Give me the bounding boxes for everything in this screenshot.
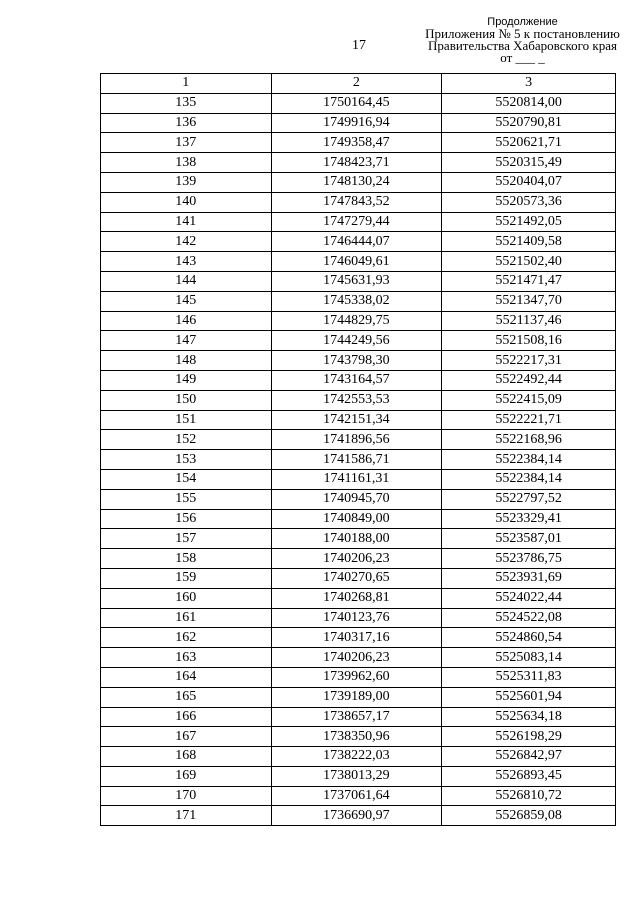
point-number-cell: 151 xyxy=(101,410,272,430)
table-row xyxy=(101,529,616,549)
y-coordinate-cell: 5521137,46 xyxy=(442,311,616,331)
table-row xyxy=(101,153,616,173)
x-coordinate-cell: 1744829,75 xyxy=(271,311,442,331)
point-number-cell: 169 xyxy=(101,766,272,786)
table-row xyxy=(101,549,616,569)
table-row xyxy=(101,311,616,331)
table-header-row xyxy=(101,74,616,94)
point-number-cell: 159 xyxy=(101,568,272,588)
y-coordinate-cell: 5520814,00 xyxy=(442,93,616,113)
table-row xyxy=(101,648,616,668)
y-coordinate-cell: 5520404,07 xyxy=(442,172,616,192)
y-coordinate-cell: 5520790,81 xyxy=(442,113,616,133)
x-coordinate-cell: 1741896,56 xyxy=(271,430,442,450)
table-row xyxy=(101,93,616,113)
x-coordinate-cell: 1747279,44 xyxy=(271,212,442,232)
point-number-cell: 160 xyxy=(101,588,272,608)
point-number-cell: 171 xyxy=(101,806,272,826)
x-coordinate-cell: 1739189,00 xyxy=(271,687,442,707)
point-number-cell: 167 xyxy=(101,727,272,747)
x-coordinate-cell: 1748130,24 xyxy=(271,172,442,192)
x-coordinate-cell: 1744249,56 xyxy=(271,331,442,351)
x-coordinate-cell: 1736690,97 xyxy=(271,806,442,826)
table-row xyxy=(101,252,616,272)
y-coordinate-cell: 5523329,41 xyxy=(442,509,616,529)
table-row xyxy=(101,133,616,153)
table-row xyxy=(101,192,616,212)
coordinates-table xyxy=(100,73,616,826)
table-row xyxy=(101,608,616,628)
y-coordinate-cell: 5524022,44 xyxy=(442,588,616,608)
point-number-cell: 166 xyxy=(101,707,272,727)
column-header-x: 2 xyxy=(271,74,442,94)
table-row xyxy=(101,113,616,133)
y-coordinate-cell: 5524860,54 xyxy=(442,628,616,648)
y-coordinate-cell: 5526859,08 xyxy=(442,806,616,826)
table-row xyxy=(101,766,616,786)
table-row xyxy=(101,806,616,826)
y-coordinate-cell: 5520573,36 xyxy=(442,192,616,212)
point-number-cell: 156 xyxy=(101,509,272,529)
government-line: Правительства Хабаровского края xyxy=(428,38,617,53)
point-number-cell: 158 xyxy=(101,549,272,569)
table-row xyxy=(101,489,616,509)
table-row xyxy=(101,786,616,806)
point-number-cell: 161 xyxy=(101,608,272,628)
y-coordinate-cell: 5522384,14 xyxy=(442,450,616,470)
point-number-cell: 135 xyxy=(101,93,272,113)
point-number-cell: 144 xyxy=(101,271,272,291)
y-coordinate-cell: 5526893,45 xyxy=(442,766,616,786)
point-number-cell: 147 xyxy=(101,331,272,351)
point-number-cell: 170 xyxy=(101,786,272,806)
table-row xyxy=(101,687,616,707)
document-header xyxy=(420,16,625,64)
x-coordinate-cell: 1741161,31 xyxy=(271,469,442,489)
point-number-cell: 164 xyxy=(101,667,272,687)
x-coordinate-cell: 1742151,34 xyxy=(271,410,442,430)
y-coordinate-cell: 5523931,69 xyxy=(442,568,616,588)
page-number: 17 xyxy=(352,38,366,53)
appendix-line: Приложения № 5 к постановлению xyxy=(425,26,620,41)
y-coordinate-cell: 5521409,58 xyxy=(442,232,616,252)
y-coordinate-cell: 5525601,94 xyxy=(442,687,616,707)
x-coordinate-cell: 1741586,71 xyxy=(271,450,442,470)
table-row xyxy=(101,707,616,727)
x-coordinate-cell: 1748423,71 xyxy=(271,153,442,173)
y-coordinate-cell: 5523786,75 xyxy=(442,549,616,569)
x-coordinate-cell: 1740945,70 xyxy=(271,489,442,509)
table-row xyxy=(101,667,616,687)
table-row xyxy=(101,747,616,767)
table-row xyxy=(101,232,616,252)
table-row xyxy=(101,727,616,747)
column-header-y: 3 xyxy=(442,74,616,94)
y-coordinate-cell: 5522168,96 xyxy=(442,430,616,450)
y-coordinate-cell: 5522415,09 xyxy=(442,390,616,410)
table-row xyxy=(101,370,616,390)
point-number-cell: 153 xyxy=(101,450,272,470)
y-coordinate-cell: 5522384,14 xyxy=(442,469,616,489)
y-coordinate-cell: 5523587,01 xyxy=(442,529,616,549)
column-header-point: 1 xyxy=(101,74,272,94)
x-coordinate-cell: 1738222,03 xyxy=(271,747,442,767)
x-coordinate-cell: 1738350,96 xyxy=(271,727,442,747)
table-row xyxy=(101,469,616,489)
x-coordinate-cell: 1743798,30 xyxy=(271,351,442,371)
x-coordinate-cell: 1738013,29 xyxy=(271,766,442,786)
x-coordinate-cell: 1746049,61 xyxy=(271,252,442,272)
table-row xyxy=(101,331,616,351)
point-number-cell: 143 xyxy=(101,252,272,272)
point-number-cell: 137 xyxy=(101,133,272,153)
y-coordinate-cell: 5522221,71 xyxy=(442,410,616,430)
point-number-cell: 152 xyxy=(101,430,272,450)
y-coordinate-cell: 5524522,08 xyxy=(442,608,616,628)
table-row xyxy=(101,291,616,311)
point-number-cell: 141 xyxy=(101,212,272,232)
y-coordinate-cell: 5526810,72 xyxy=(442,786,616,806)
table-row xyxy=(101,568,616,588)
y-coordinate-cell: 5522217,31 xyxy=(442,351,616,371)
x-coordinate-cell: 1743164,57 xyxy=(271,370,442,390)
y-coordinate-cell: 5525311,83 xyxy=(442,667,616,687)
table-body xyxy=(101,93,616,825)
y-coordinate-cell: 5526198,29 xyxy=(442,727,616,747)
x-coordinate-cell: 1746444,07 xyxy=(271,232,442,252)
y-coordinate-cell: 5520621,71 xyxy=(442,133,616,153)
x-coordinate-cell: 1745631,93 xyxy=(271,271,442,291)
point-number-cell: 138 xyxy=(101,153,272,173)
y-coordinate-cell: 5521508,16 xyxy=(442,331,616,351)
continuation-label: Продолжение xyxy=(487,16,558,28)
x-coordinate-cell: 1740849,00 xyxy=(271,509,442,529)
y-coordinate-cell: 5525083,14 xyxy=(442,648,616,668)
point-number-cell: 145 xyxy=(101,291,272,311)
point-number-cell: 146 xyxy=(101,311,272,331)
x-coordinate-cell: 1740268,81 xyxy=(271,588,442,608)
point-number-cell: 155 xyxy=(101,489,272,509)
point-number-cell: 140 xyxy=(101,192,272,212)
point-number-cell: 149 xyxy=(101,370,272,390)
y-coordinate-cell: 5520315,49 xyxy=(442,153,616,173)
x-coordinate-cell: 1737061,64 xyxy=(271,786,442,806)
point-number-cell: 165 xyxy=(101,687,272,707)
y-coordinate-cell: 5526842,97 xyxy=(442,747,616,767)
table-row xyxy=(101,172,616,192)
point-number-cell: 142 xyxy=(101,232,272,252)
x-coordinate-cell: 1738657,17 xyxy=(271,707,442,727)
y-coordinate-cell: 5525634,18 xyxy=(442,707,616,727)
x-coordinate-cell: 1750164,45 xyxy=(271,93,442,113)
x-coordinate-cell: 1749916,94 xyxy=(271,113,442,133)
x-coordinate-cell: 1747843,52 xyxy=(271,192,442,212)
y-coordinate-cell: 5521471,47 xyxy=(442,271,616,291)
x-coordinate-cell: 1740270,65 xyxy=(271,568,442,588)
point-number-cell: 148 xyxy=(101,351,272,371)
x-coordinate-cell: 1740188,00 xyxy=(271,529,442,549)
y-coordinate-cell: 5522797,52 xyxy=(442,489,616,509)
table-row xyxy=(101,628,616,648)
y-coordinate-cell: 5521492,05 xyxy=(442,212,616,232)
table-row xyxy=(101,410,616,430)
table-row xyxy=(101,430,616,450)
point-number-cell: 168 xyxy=(101,747,272,767)
table-row xyxy=(101,351,616,371)
x-coordinate-cell: 1740317,16 xyxy=(271,628,442,648)
y-coordinate-cell: 5521502,40 xyxy=(442,252,616,272)
point-number-cell: 157 xyxy=(101,529,272,549)
y-coordinate-cell: 5521347,70 xyxy=(442,291,616,311)
table-row xyxy=(101,588,616,608)
point-number-cell: 162 xyxy=(101,628,272,648)
table-row xyxy=(101,390,616,410)
table-row xyxy=(101,509,616,529)
x-coordinate-cell: 1745338,02 xyxy=(271,291,442,311)
x-coordinate-cell: 1740123,76 xyxy=(271,608,442,628)
date-line: от ___ _ xyxy=(500,50,545,65)
x-coordinate-cell: 1740206,23 xyxy=(271,648,442,668)
x-coordinate-cell: 1749358,47 xyxy=(271,133,442,153)
point-number-cell: 154 xyxy=(101,469,272,489)
point-number-cell: 150 xyxy=(101,390,272,410)
point-number-cell: 163 xyxy=(101,648,272,668)
table-row xyxy=(101,212,616,232)
point-number-cell: 136 xyxy=(101,113,272,133)
table-row xyxy=(101,271,616,291)
x-coordinate-cell: 1740206,23 xyxy=(271,549,442,569)
x-coordinate-cell: 1739962,60 xyxy=(271,667,442,687)
table-row xyxy=(101,450,616,470)
point-number-cell: 139 xyxy=(101,172,272,192)
x-coordinate-cell: 1742553,53 xyxy=(271,390,442,410)
y-coordinate-cell: 5522492,44 xyxy=(442,370,616,390)
